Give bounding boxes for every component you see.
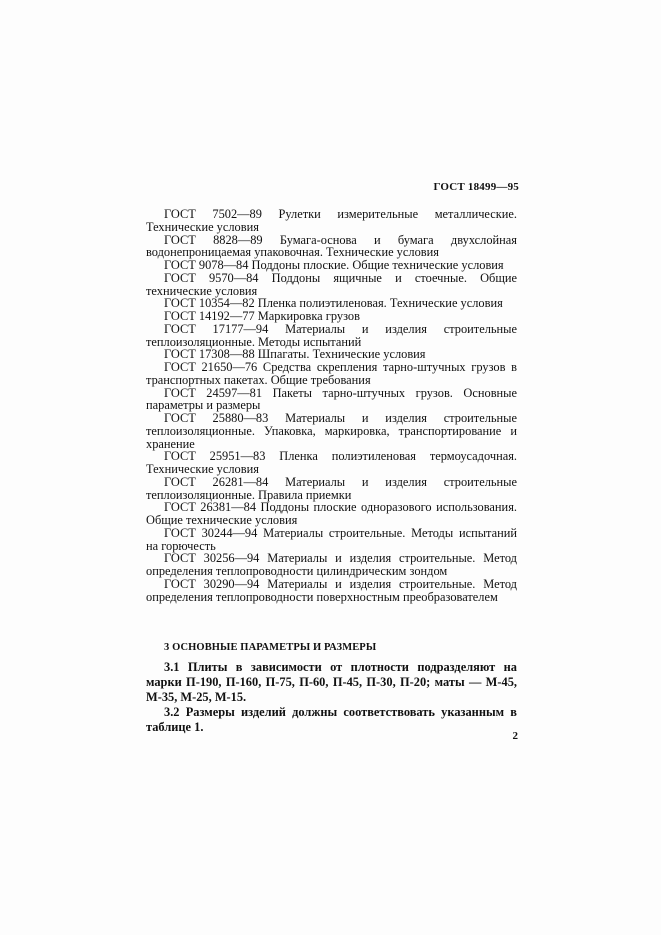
reference-item: ГОСТ 8828—89 Бумага-основа и бумага двухслойная водонепроницаемая упаковочная. Технические условия <box>146 232 517 260</box>
reference-item: ГОСТ 25880—83 Материалы и изделия строительные теплоизоляционные. Упаковка, маркировка, транспортирование и хранение <box>146 411 517 451</box>
reference-item: ГОСТ 30256—94 Материалы и изделия строительные. Метод определения теплопроводности цилиндрическим зондом <box>146 551 517 578</box>
page-number: 2 <box>512 730 518 742</box>
reference-item: ГОСТ 26381—84 Поддоны плоские одноразового использования. Общие технические условия <box>146 500 517 527</box>
reference-item: ГОСТ 14192—77 Маркировка грузов <box>164 309 360 323</box>
paragraph-3-1: 3.1 Плиты в зависимости от плотности подразделяют на марки П-190, П-160, П-75, П-60, П-45, П-30, П-20; маты — М-45, М-35, М-25, М-15. <box>146 660 517 704</box>
normative-references-list <box>146 208 517 603</box>
reference-item: ГОСТ 30244—94 Материалы строительные. Методы испытаний на горючесть <box>146 525 517 553</box>
paragraph-3-2: 3.2 Размеры изделий должны соответствовать указанным в таблице 1. <box>146 705 517 734</box>
reference-item: ГОСТ 25951—83 Пленка полиэтиленовая термоусадочная. Технические условия <box>146 449 517 476</box>
reference-item: ГОСТ 21650—76 Средства скрепления тарно-штучных грузов в транспортных пакетах. Общие требования <box>146 360 517 387</box>
reference-item: ГОСТ 9570—84 Поддоны ящичные и стоечные. Общие технические условия <box>146 270 517 298</box>
reference-item: ГОСТ 30290—94 Материалы и изделия строительные. Метод определения теплопроводности поверхностным преобразователем <box>146 576 517 604</box>
reference-item: ГОСТ 17177—94 Материалы и изделия строительные теплоизоляционные. Методы испытаний <box>146 321 517 349</box>
reference-item: ГОСТ 9078—84 Поддоны плоские. Общие технические условия <box>164 258 504 272</box>
section-body <box>146 660 517 735</box>
section-title: 3 ОСНОВНЫЕ ПАРАМЕТРЫ И РАЗМЕРЫ <box>164 642 377 653</box>
reference-item: ГОСТ 10354—82 Пленка полиэтиленовая. Технические условия <box>164 296 503 311</box>
reference-item: ГОСТ 24597—81 Пакеты тарно-штучных грузов. Основные параметры и размеры <box>146 385 517 413</box>
reference-item: ГОСТ 7502—89 Рулетки измерительные металлические. Технические условия <box>146 207 517 234</box>
reference-item: ГОСТ 17308—88 Шпагаты. Технические условия <box>164 347 426 362</box>
document-code-header: ГОСТ 18499—95 <box>433 181 519 193</box>
reference-item: ГОСТ 26281—84 Материалы и изделия строительные теплоизоляционные. Правила приемки <box>146 474 517 502</box>
